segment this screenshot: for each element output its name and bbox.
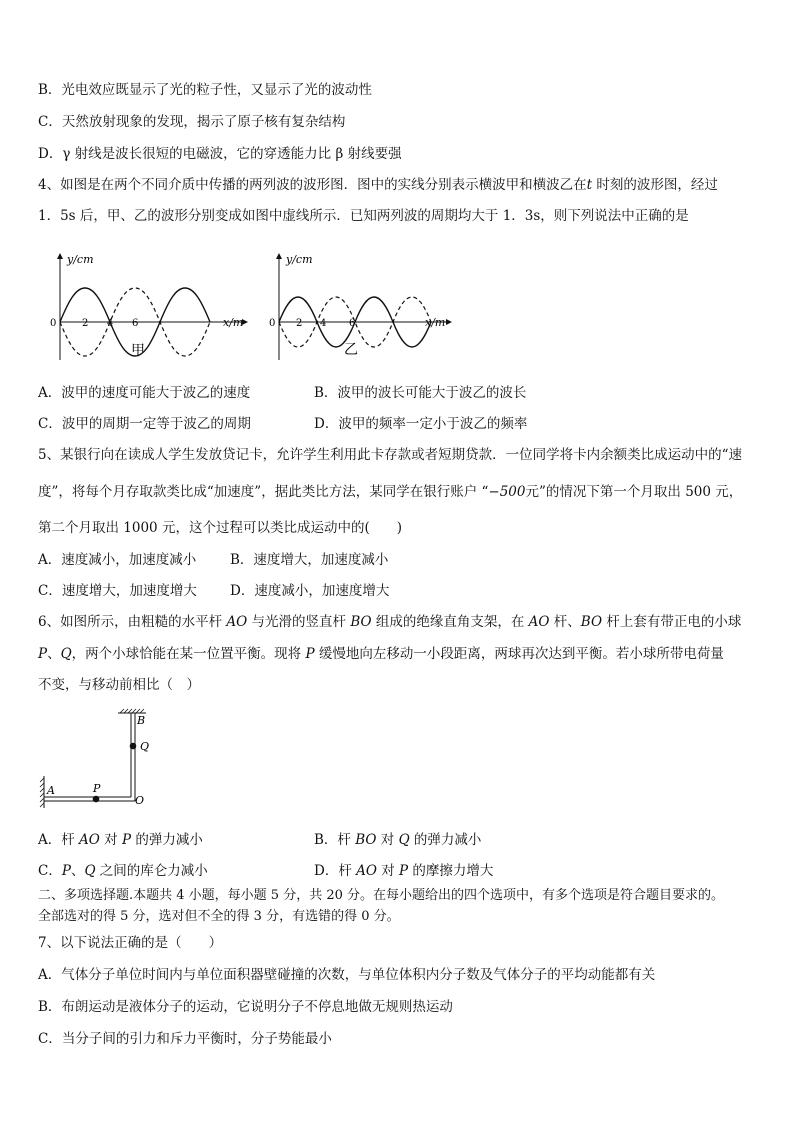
x-axis-label: x/m: [425, 316, 446, 329]
q4-stem-line2: 1．5s 后，甲、乙的波形分别变成如图中虚线所示．已知两列波的周期均大于 1．3s，则下列说法中正确的是: [38, 208, 689, 224]
section2-heading-line2: 全部选对的得 5 分，选对但不全的得 3 分，有选错的得 0 分。: [38, 909, 400, 924]
label-o: O: [135, 794, 145, 807]
section2-heading-line1: 二、多项选择题.本题共 4 小题，每小题 5 分，共 20 分。在每小题给出的四个选项中，有多个选项是符合题目要求的。: [38, 888, 725, 903]
q4-option-d: D．波甲的频率一定小于波乙的频率: [314, 416, 528, 432]
ball-q: [130, 743, 137, 750]
q3-option-c: C．天然放射现象的发现，揭示了原子核有复杂结构: [38, 114, 346, 130]
label-q: Q: [140, 740, 150, 753]
tick-label-6: 6: [349, 318, 356, 329]
q6-option-a: A．杆 AO 对 P 的弹力减小: [38, 832, 203, 848]
tick-label-2: 2: [296, 318, 303, 329]
q3-option-b: B．光电效应既显示了光的粒子性，又显示了光的波动性: [38, 82, 372, 98]
q5-option-d: D．速度减小，加速度增大: [230, 583, 390, 599]
q6-option-d: D．杆 AO 对 P 的摩擦力增大: [314, 863, 494, 879]
q4-option-a: A．波甲的速度可能大于波乙的速度: [38, 385, 251, 401]
figure-caption-jia: 甲: [131, 343, 145, 359]
q6-stem-line2: P、Q，两个小球恰能在某一位置平衡。现将 P 缓慢地向左移动一小段距离，两球再次达到平衡。若小球所带电荷量: [38, 646, 724, 662]
q6-option-c: C．P、Q 之间的库仑力减小: [38, 863, 208, 879]
q5-option-a: A．速度减小，加速度减小: [38, 552, 197, 568]
origin-label: 0: [269, 318, 276, 329]
top-wall-hatch: [120, 709, 144, 713]
wave-figure-yi: [265, 250, 455, 360]
q5-option-b: B．速度增大，加速度减小: [230, 552, 389, 568]
q6-option-b: B．杆 BO 对 Q 的弹力减小: [314, 832, 482, 848]
x-axis-label: x/m: [223, 316, 244, 329]
q5-stem-line1: 5、某银行向在读成人学生发放贷记卡，允许学生利用此卡存款或者短期贷款．一位同学将卡内余额类比成运动中的“速: [38, 447, 742, 463]
q3-option-d: D．γ 射线是波长很短的电磁波，它的穿透能力比 β 射线要强: [38, 146, 402, 162]
tick-label-4: 4: [107, 318, 114, 329]
q7-option-c: C．当分子间的引力和斥力平衡时，分子势能最小: [38, 1031, 332, 1047]
q5-option-c: C．速度增大，加速度增大: [38, 583, 197, 599]
rod-bo: [131, 713, 135, 801]
tick-label-4: 4: [320, 318, 327, 329]
ball-p: [93, 796, 100, 803]
tick-label-6: 6: [132, 318, 139, 329]
y-axis-label: y/cm: [286, 253, 313, 266]
label-a: A: [47, 784, 55, 797]
label-p: P: [93, 782, 101, 795]
q4-option-b: B．波甲的波长可能大于波乙的波长: [314, 385, 527, 401]
tick-label-2: 2: [82, 318, 89, 329]
figure-caption-yi: 乙: [344, 342, 358, 358]
origin-label: 0: [50, 318, 57, 329]
q5-stem-line3: 第二个月取出 1000 元，这个过程可以类比成运动中的( ): [38, 520, 402, 536]
q7-stem: 7、以下说法正确的是（ ）: [38, 935, 223, 951]
wave-figure-jia: [45, 250, 250, 360]
label-b: B: [137, 714, 146, 727]
q6-stem-line3: 不变，与移动前相比（ ）: [38, 677, 200, 693]
q4-stem-line1: 4、如图是在两个不同介质中传播的两列波的波形图．图中的实线分别表示横波甲和横波乙在t 时刻的波形图，经过: [38, 177, 718, 193]
q5-stem-line2: 度”，将每个月存取款类比成“加速度”，据此类比方法，某同学在银行账户 “−500元”的情况下第一个月取出 500 元，: [38, 484, 743, 500]
rod-ao: [44, 797, 135, 801]
q4-option-c: C．波甲的周期一定等于波乙的周期: [38, 416, 251, 432]
q6-stem-line1: 6、如图所示，由粗糙的水平杆 AO 与光滑的竖直杆 BO 组成的绝缘直角支架，在 AO 杆、BO 杆上套有带正电的小球: [38, 614, 742, 630]
bracket-figure: [38, 708, 158, 818]
left-wall-hatch: [40, 778, 44, 807]
q7-option-b: B．布朗运动是液体分子的运动，它说明分子不停息地做无规则热运动: [38, 999, 453, 1015]
q7-option-a: A．气体分子单位时间内与单位面积器壁碰撞的次数，与单位体积内分子数及气体分子的平均动能都有关: [38, 967, 656, 983]
y-axis-label: y/cm: [67, 253, 94, 266]
